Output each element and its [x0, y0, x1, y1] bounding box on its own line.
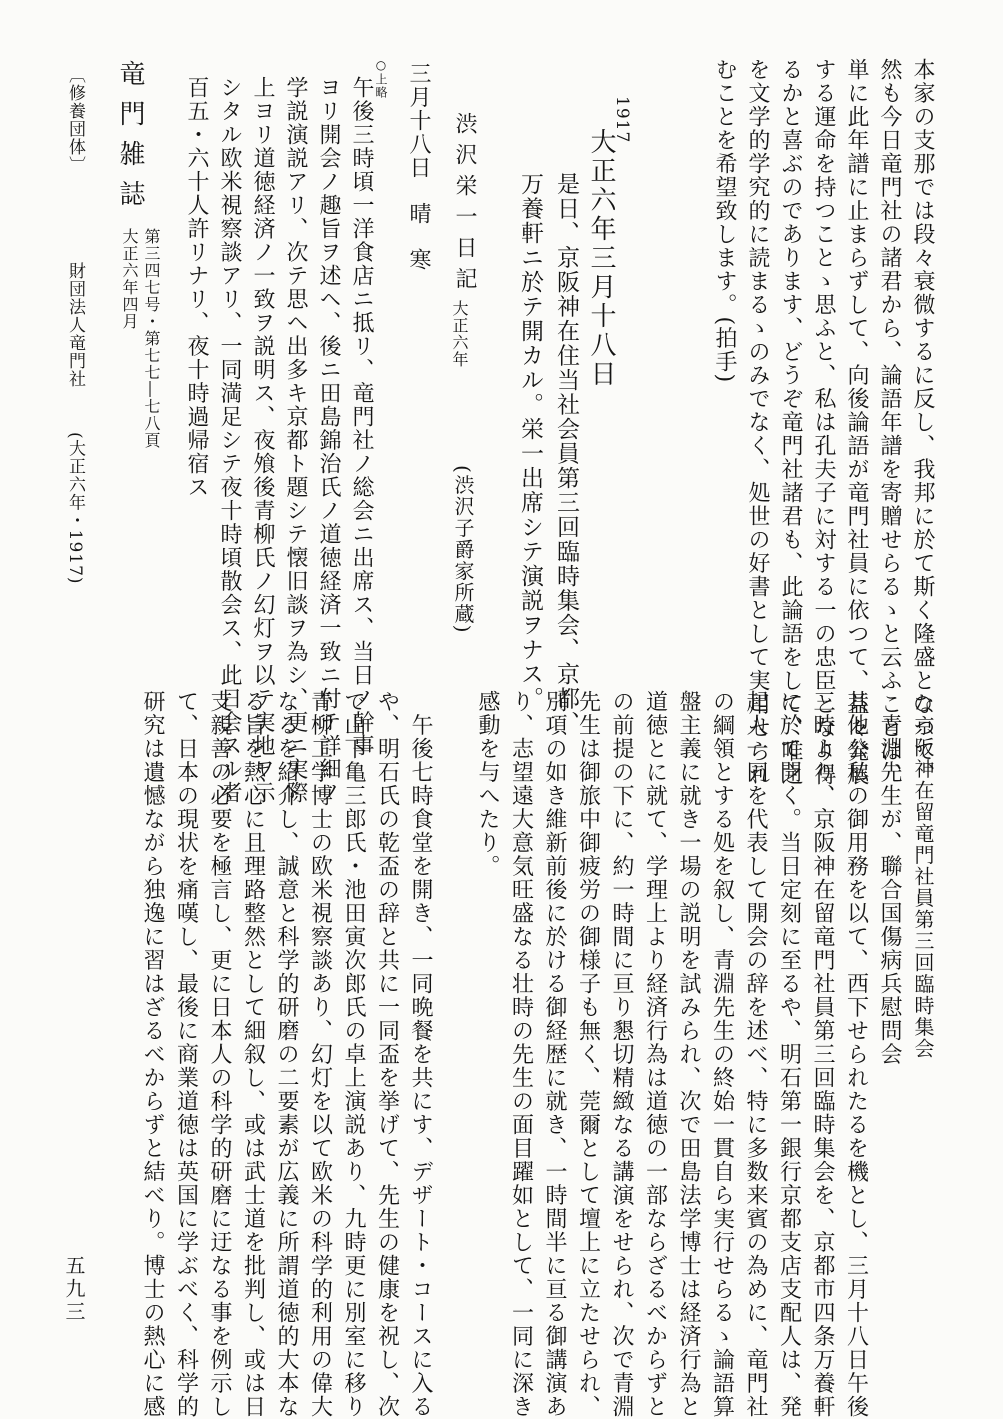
lower-body	[136, 690, 907, 1419]
text-line: 支親善の必要を極言し、更に日本人の科学的研磨に迂なる事を例示し	[207, 690, 232, 1419]
diary-date: 三月十八日 晴 寒	[406, 62, 431, 272]
magazine-title: 竜門雑誌	[115, 60, 145, 220]
text-line: 然も今日竜門社の諸君から、論語年譜を寄贈せらるゝと云ふことは、	[877, 58, 902, 787]
text-line: 三時より、京阪神在留竜門社員第三回臨時集会を、京都市四条万養軒	[810, 690, 835, 1419]
text-line: 先生は御旅中御疲労の御様子も無く、莞爾として壇上に立たせられ、	[575, 690, 601, 1419]
text-line: 其他公私の御用務を以て、西下せられたるを機とし、三月十八日午後	[843, 690, 869, 1419]
text-line: 起人一同を代表して開会の辞を述べ、特に多数来賓の為めに、竜門社	[743, 690, 768, 1419]
text-line: 青柳工学博士の欧米視察談あり、幻灯を以て欧米の科学的利用の偉大	[307, 690, 333, 1419]
text-line: の綱領とする処を叙し、青淵先生の終始一貫自ら実行せらるゝ論語算	[709, 690, 735, 1419]
diary-note: ○上略	[374, 58, 388, 99]
diary-title: 渋沢栄一日記	[452, 112, 477, 298]
text-line: り、志望遠大意気旺盛なる壮時の先生の面目躍如として、一同に深き	[508, 690, 534, 1419]
magazine-date: 大正六年四月	[120, 228, 139, 330]
date-heading: 大正六年三月十八日	[586, 128, 616, 389]
text-line: 学説演説アリ、次テ思ヘ出多キ京都ト題シテ懐旧談ヲ為シ、更ニ実際	[283, 76, 308, 805]
text-line	[437, 690, 471, 1419]
text-line: 道徳とに就て、学理上より経済行為は道徳の一部ならざるべからずと	[642, 690, 668, 1419]
text-line: する運命を持つことゝ思ふと、私は孔夫子に対する一の忠臣となり得	[811, 58, 836, 787]
text-line: るかと喜ぶのであります、どうぞ竜門社諸君も、此論語をして、唯之	[778, 58, 803, 787]
text-line: に於て開く。当日定刻に至るや、明石第一銀行京都支店支配人は、発	[776, 690, 802, 1419]
date-body	[512, 172, 584, 736]
diary-year: 大正六年	[450, 300, 469, 368]
text-line: 研究は遺憾ながら独逸に習はざるべからずと結べり。博士の熱心に感	[140, 690, 165, 1419]
text-line: 上ヨリ道徳経済ノ一致ヲ説明ス、夜飧後青柳氏ノ幻灯ヲ以テ実地ヲ示	[250, 76, 275, 805]
text-line: 青淵先生が、聯合国傷病兵慰問会	[877, 690, 902, 1066]
text-line: る旨を熱心に且理路整然として細叙し、或は武士道を批判し、或は日	[240, 690, 266, 1419]
text-line: や、明石氏の乾盃の辞と共に一同盃を挙げて、先生の健康を祝し、次	[374, 690, 400, 1419]
text-line: シタル欧米視察談アリ、一同満足シテ夜十時頃散会ス、此日会スル者	[217, 76, 242, 805]
text-line: 是日、京阪神在住当社会員第三回臨時集会、京都、	[553, 172, 579, 736]
text-line: なるを紹介し、誠意と科学的研磨の二要素が広義に所謂道徳的大本な	[274, 690, 299, 1419]
text-line: むことを希望致します。(拍手)	[712, 58, 737, 384]
magazine-issue: 第三四七号・第七七―七八頁	[142, 228, 161, 449]
text-line: 万養軒ニ於テ開カル。栄一出席シテ演説ヲナス。	[517, 172, 543, 711]
footer-year: (大正六年・1917)	[65, 432, 85, 585]
lower-heading: ○京阪神在留竜門社員第三回臨時集会	[911, 690, 935, 1060]
text-line: 単に此年譜に止まらずして、向後論語が竜門社員に依つて、益々発展	[844, 58, 869, 787]
footer-category: 〔修養団体〕	[65, 66, 85, 174]
text-line: 本家の支那では段々衰微するに反し、我邦に於て斯く隆盛となつて、	[910, 58, 935, 787]
text-line: 午後七時食堂を開き、一同晩餐を共にす、デザート・コースに入る	[408, 690, 433, 1419]
upper-paragraph	[708, 58, 939, 787]
text-line: ヨリ開会ノ趣旨ヲ述ヘ、後ニ田島錦治氏ノ道徳経済一致ニ付テ詳細ノ	[316, 76, 341, 805]
text-line: 盤主義に就き一場の説明を試みられ、次で田島法学博士は経済行為と	[676, 690, 701, 1419]
text-line: 別項の如き維新前後に於ける御経歴に就き、一時間半に亘る御講演あ	[542, 690, 567, 1419]
date-year: 1917	[612, 96, 632, 144]
text-line: 午後三時頃一洋食店ニ抵リ、竜門社ノ総会ニ出席ス、当日ノ幹事	[349, 76, 374, 758]
text-line: の前提の下に、約一時間に亘り懇切精緻なる講演をせられ、次で青淵	[609, 690, 634, 1419]
text-line: 百五・六十人許リナリ、夜十時過帰宿ス	[184, 76, 209, 499]
text-line: 感動を与へたり。	[475, 690, 500, 878]
page-number: 五九三	[62, 1255, 86, 1324]
text-line: を文学的学究的に読まるゝのみでなく、処世の好書として実用せられ	[745, 58, 770, 787]
text-line: で山下亀三郎氏・池田寅次郎氏の卓上演説あり、九時更に別室に移り	[341, 690, 366, 1419]
diary-source: (渋沢子爵家所蔵)	[451, 465, 475, 635]
text-line: て、日本の現状を痛嘆し、最後に商業道徳は英国に学ぶべく、科学的	[173, 690, 199, 1419]
footer-org: 財団法人竜門社	[65, 262, 85, 388]
